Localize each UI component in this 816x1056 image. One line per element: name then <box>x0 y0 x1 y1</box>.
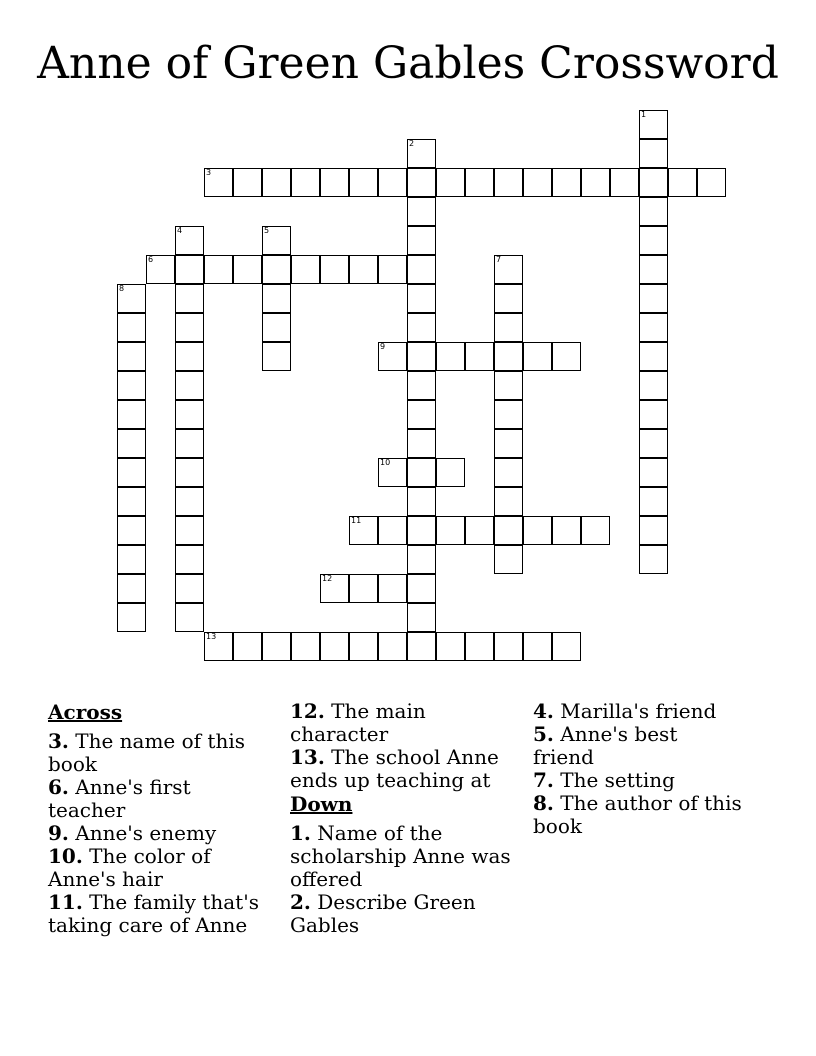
grid-cell[interactable] <box>407 487 436 516</box>
grid-cell[interactable] <box>639 458 668 487</box>
grid-cell[interactable] <box>320 255 349 284</box>
grid-cell[interactable] <box>378 632 407 661</box>
grid-cell[interactable] <box>175 603 204 632</box>
grid-cell[interactable] <box>117 371 146 400</box>
grid-cell[interactable] <box>465 342 494 371</box>
grid-cell[interactable] <box>494 487 523 516</box>
grid-cell[interactable] <box>349 516 378 545</box>
grid-cell[interactable] <box>407 545 436 574</box>
grid-cell[interactable] <box>407 255 436 284</box>
grid-cell[interactable] <box>407 632 436 661</box>
grid-cell[interactable] <box>639 139 668 168</box>
grid-cell[interactable] <box>407 197 436 226</box>
grid-cell[interactable] <box>407 458 436 487</box>
grid-cell[interactable] <box>552 632 581 661</box>
grid-cell[interactable] <box>639 516 668 545</box>
grid-cell[interactable] <box>291 632 320 661</box>
grid-cell[interactable] <box>349 255 378 284</box>
grid-cell[interactable] <box>697 168 726 197</box>
grid-cell[interactable] <box>494 313 523 342</box>
grid-cell[interactable] <box>407 342 436 371</box>
grid-cell[interactable] <box>494 429 523 458</box>
clue-down-2: 2. Describe Green Gables <box>290 890 476 937</box>
grid-cell[interactable] <box>639 429 668 458</box>
grid-cell[interactable] <box>639 168 668 197</box>
grid-cell[interactable] <box>494 516 523 545</box>
grid-cell[interactable] <box>349 168 378 197</box>
clue-number-label: 7 <box>496 255 502 264</box>
grid-cell[interactable] <box>117 400 146 429</box>
grid-cell[interactable] <box>320 168 349 197</box>
clue-across-13: 13. The school Anne ends up teaching at <box>290 745 499 792</box>
grid-cell[interactable] <box>117 313 146 342</box>
grid-cell[interactable] <box>117 342 146 371</box>
grid-cell[interactable] <box>523 342 552 371</box>
grid-cell[interactable] <box>494 284 523 313</box>
grid-cell[interactable] <box>262 284 291 313</box>
grid-cell[interactable] <box>262 313 291 342</box>
grid-cell[interactable] <box>610 168 639 197</box>
grid-cell[interactable] <box>175 371 204 400</box>
grid-cell[interactable] <box>639 313 668 342</box>
grid-cell[interactable] <box>639 487 668 516</box>
grid-cell[interactable] <box>175 226 204 255</box>
grid-cell[interactable] <box>639 110 668 139</box>
grid-cell[interactable] <box>378 168 407 197</box>
grid-cell[interactable] <box>262 255 291 284</box>
clue-across-12: 12. The main character <box>290 699 426 746</box>
grid-cell[interactable] <box>552 168 581 197</box>
grid-cell[interactable] <box>233 632 262 661</box>
grid-cell[interactable] <box>204 255 233 284</box>
grid-cell[interactable] <box>262 168 291 197</box>
grid-cell[interactable] <box>117 603 146 632</box>
grid-cell[interactable] <box>117 487 146 516</box>
clue-number-label: 12 <box>322 574 333 583</box>
grid-cell[interactable] <box>175 487 204 516</box>
clue-number-label: 13 <box>206 632 217 641</box>
grid-cell[interactable] <box>407 516 436 545</box>
grid-cell[interactable] <box>117 458 146 487</box>
grid-cell[interactable] <box>233 255 262 284</box>
clue-down-8: 8. The author of this book <box>533 791 742 838</box>
grid-cell[interactable] <box>465 168 494 197</box>
grid-cell[interactable] <box>407 400 436 429</box>
grid-cell[interactable] <box>117 429 146 458</box>
grid-cell[interactable] <box>407 313 436 342</box>
grid-cell[interactable] <box>407 603 436 632</box>
clue-number-label: 6 <box>148 255 154 264</box>
grid-cell[interactable] <box>407 168 436 197</box>
clue-number-label: 5 <box>264 226 270 235</box>
grid-cell[interactable] <box>175 574 204 603</box>
grid-cell[interactable] <box>204 168 233 197</box>
grid-cell[interactable] <box>407 139 436 168</box>
clue-down-1: 1. Name of the scholarship Anne was offered <box>290 821 511 891</box>
clue-number-label: 1 <box>641 110 647 119</box>
grid-cell[interactable] <box>291 168 320 197</box>
grid-cell[interactable] <box>407 284 436 313</box>
grid-cell[interactable] <box>175 545 204 574</box>
grid-cell[interactable] <box>378 458 407 487</box>
grid-cell[interactable] <box>523 168 552 197</box>
grid-cell[interactable] <box>320 632 349 661</box>
grid-cell[interactable] <box>523 516 552 545</box>
clues-column-3 <box>533 700 743 838</box>
clues-column-1 <box>48 700 273 937</box>
clue-down-5: 5. Anne's best friend <box>533 722 678 769</box>
grid-cell[interactable] <box>639 226 668 255</box>
clue-number-label: 10 <box>380 458 391 467</box>
clue-across-6: 6. Anne's first teacher <box>48 775 191 822</box>
clue-number-label: 8 <box>119 284 125 293</box>
grid-cell[interactable] <box>291 255 320 284</box>
clues-column-2 <box>290 700 520 937</box>
grid-cell[interactable] <box>146 255 175 284</box>
grid-cell[interactable] <box>175 516 204 545</box>
grid-cell[interactable] <box>639 284 668 313</box>
grid-cell[interactable] <box>494 342 523 371</box>
grid-cell[interactable] <box>117 516 146 545</box>
grid-cell[interactable] <box>204 632 233 661</box>
grid-cell[interactable] <box>436 458 465 487</box>
grid-cell[interactable] <box>117 284 146 313</box>
grid-cell[interactable] <box>175 342 204 371</box>
grid-cell[interactable] <box>552 516 581 545</box>
grid-cell[interactable] <box>407 429 436 458</box>
grid-cell[interactable] <box>494 400 523 429</box>
grid-cell[interactable] <box>407 371 436 400</box>
clue-number-label: 3 <box>206 168 212 177</box>
clue-down-4: 4. Marilla's friend <box>533 699 717 723</box>
clue-across-11: 11. The family that's taking care of Anne <box>48 890 259 937</box>
grid-cell[interactable] <box>175 313 204 342</box>
grid-cell[interactable] <box>262 226 291 255</box>
grid-cell[interactable] <box>407 226 436 255</box>
grid-cell[interactable] <box>378 574 407 603</box>
grid-cell[interactable] <box>494 371 523 400</box>
grid-cell[interactable] <box>465 516 494 545</box>
across-heading: Across <box>48 700 123 724</box>
grid-cell[interactable] <box>436 632 465 661</box>
grid-cell[interactable] <box>552 342 581 371</box>
grid-cell[interactable] <box>639 371 668 400</box>
grid-cell[interactable] <box>175 429 204 458</box>
grid-cell[interactable] <box>320 574 349 603</box>
grid-cell[interactable] <box>494 255 523 284</box>
grid-cell[interactable] <box>639 197 668 226</box>
grid-cell[interactable] <box>175 255 204 284</box>
grid-cell[interactable] <box>581 516 610 545</box>
grid-cell[interactable] <box>465 632 494 661</box>
clue-across-10: 10. The color of Anne's hair <box>48 844 211 891</box>
grid-cell[interactable] <box>262 632 291 661</box>
page-title: Anne of Green Gables Crossword <box>37 38 779 89</box>
grid-cell[interactable] <box>436 516 465 545</box>
grid-cell[interactable] <box>494 168 523 197</box>
grid-cell[interactable] <box>494 545 523 574</box>
grid-cell[interactable] <box>262 342 291 371</box>
grid-cell[interactable] <box>436 342 465 371</box>
grid-cell[interactable] <box>639 545 668 574</box>
grid-cell[interactable] <box>378 516 407 545</box>
grid-cell[interactable] <box>581 168 610 197</box>
grid-cell[interactable] <box>175 284 204 313</box>
grid-cell[interactable] <box>378 342 407 371</box>
grid-cell[interactable] <box>407 574 436 603</box>
grid-cell[interactable] <box>233 168 262 197</box>
grid-cell[interactable] <box>494 632 523 661</box>
clue-across-9: 9. Anne's enemy <box>48 821 217 845</box>
grid-cell[interactable] <box>117 545 146 574</box>
grid-cell[interactable] <box>436 168 465 197</box>
clue-number-label: 2 <box>409 139 415 148</box>
clue-number-label: 4 <box>177 226 183 235</box>
grid-cell[interactable] <box>175 458 204 487</box>
grid-cell[interactable] <box>639 255 668 284</box>
grid-cell[interactable] <box>349 632 378 661</box>
down-heading: Down <box>290 792 353 816</box>
grid-cell[interactable] <box>378 255 407 284</box>
grid-cell[interactable] <box>668 168 697 197</box>
clue-down-7: 7. The setting <box>533 768 675 792</box>
grid-cell[interactable] <box>494 458 523 487</box>
grid-cell[interactable] <box>349 574 378 603</box>
grid-cell[interactable] <box>523 632 552 661</box>
clue-number-label: 9 <box>380 342 386 351</box>
grid-cell[interactable] <box>639 400 668 429</box>
grid-cell[interactable] <box>639 342 668 371</box>
grid-cell[interactable] <box>175 400 204 429</box>
clue-number-label: 11 <box>351 516 362 525</box>
clue-across-3: 3. The name of this book <box>48 729 246 776</box>
grid-cell[interactable] <box>117 574 146 603</box>
